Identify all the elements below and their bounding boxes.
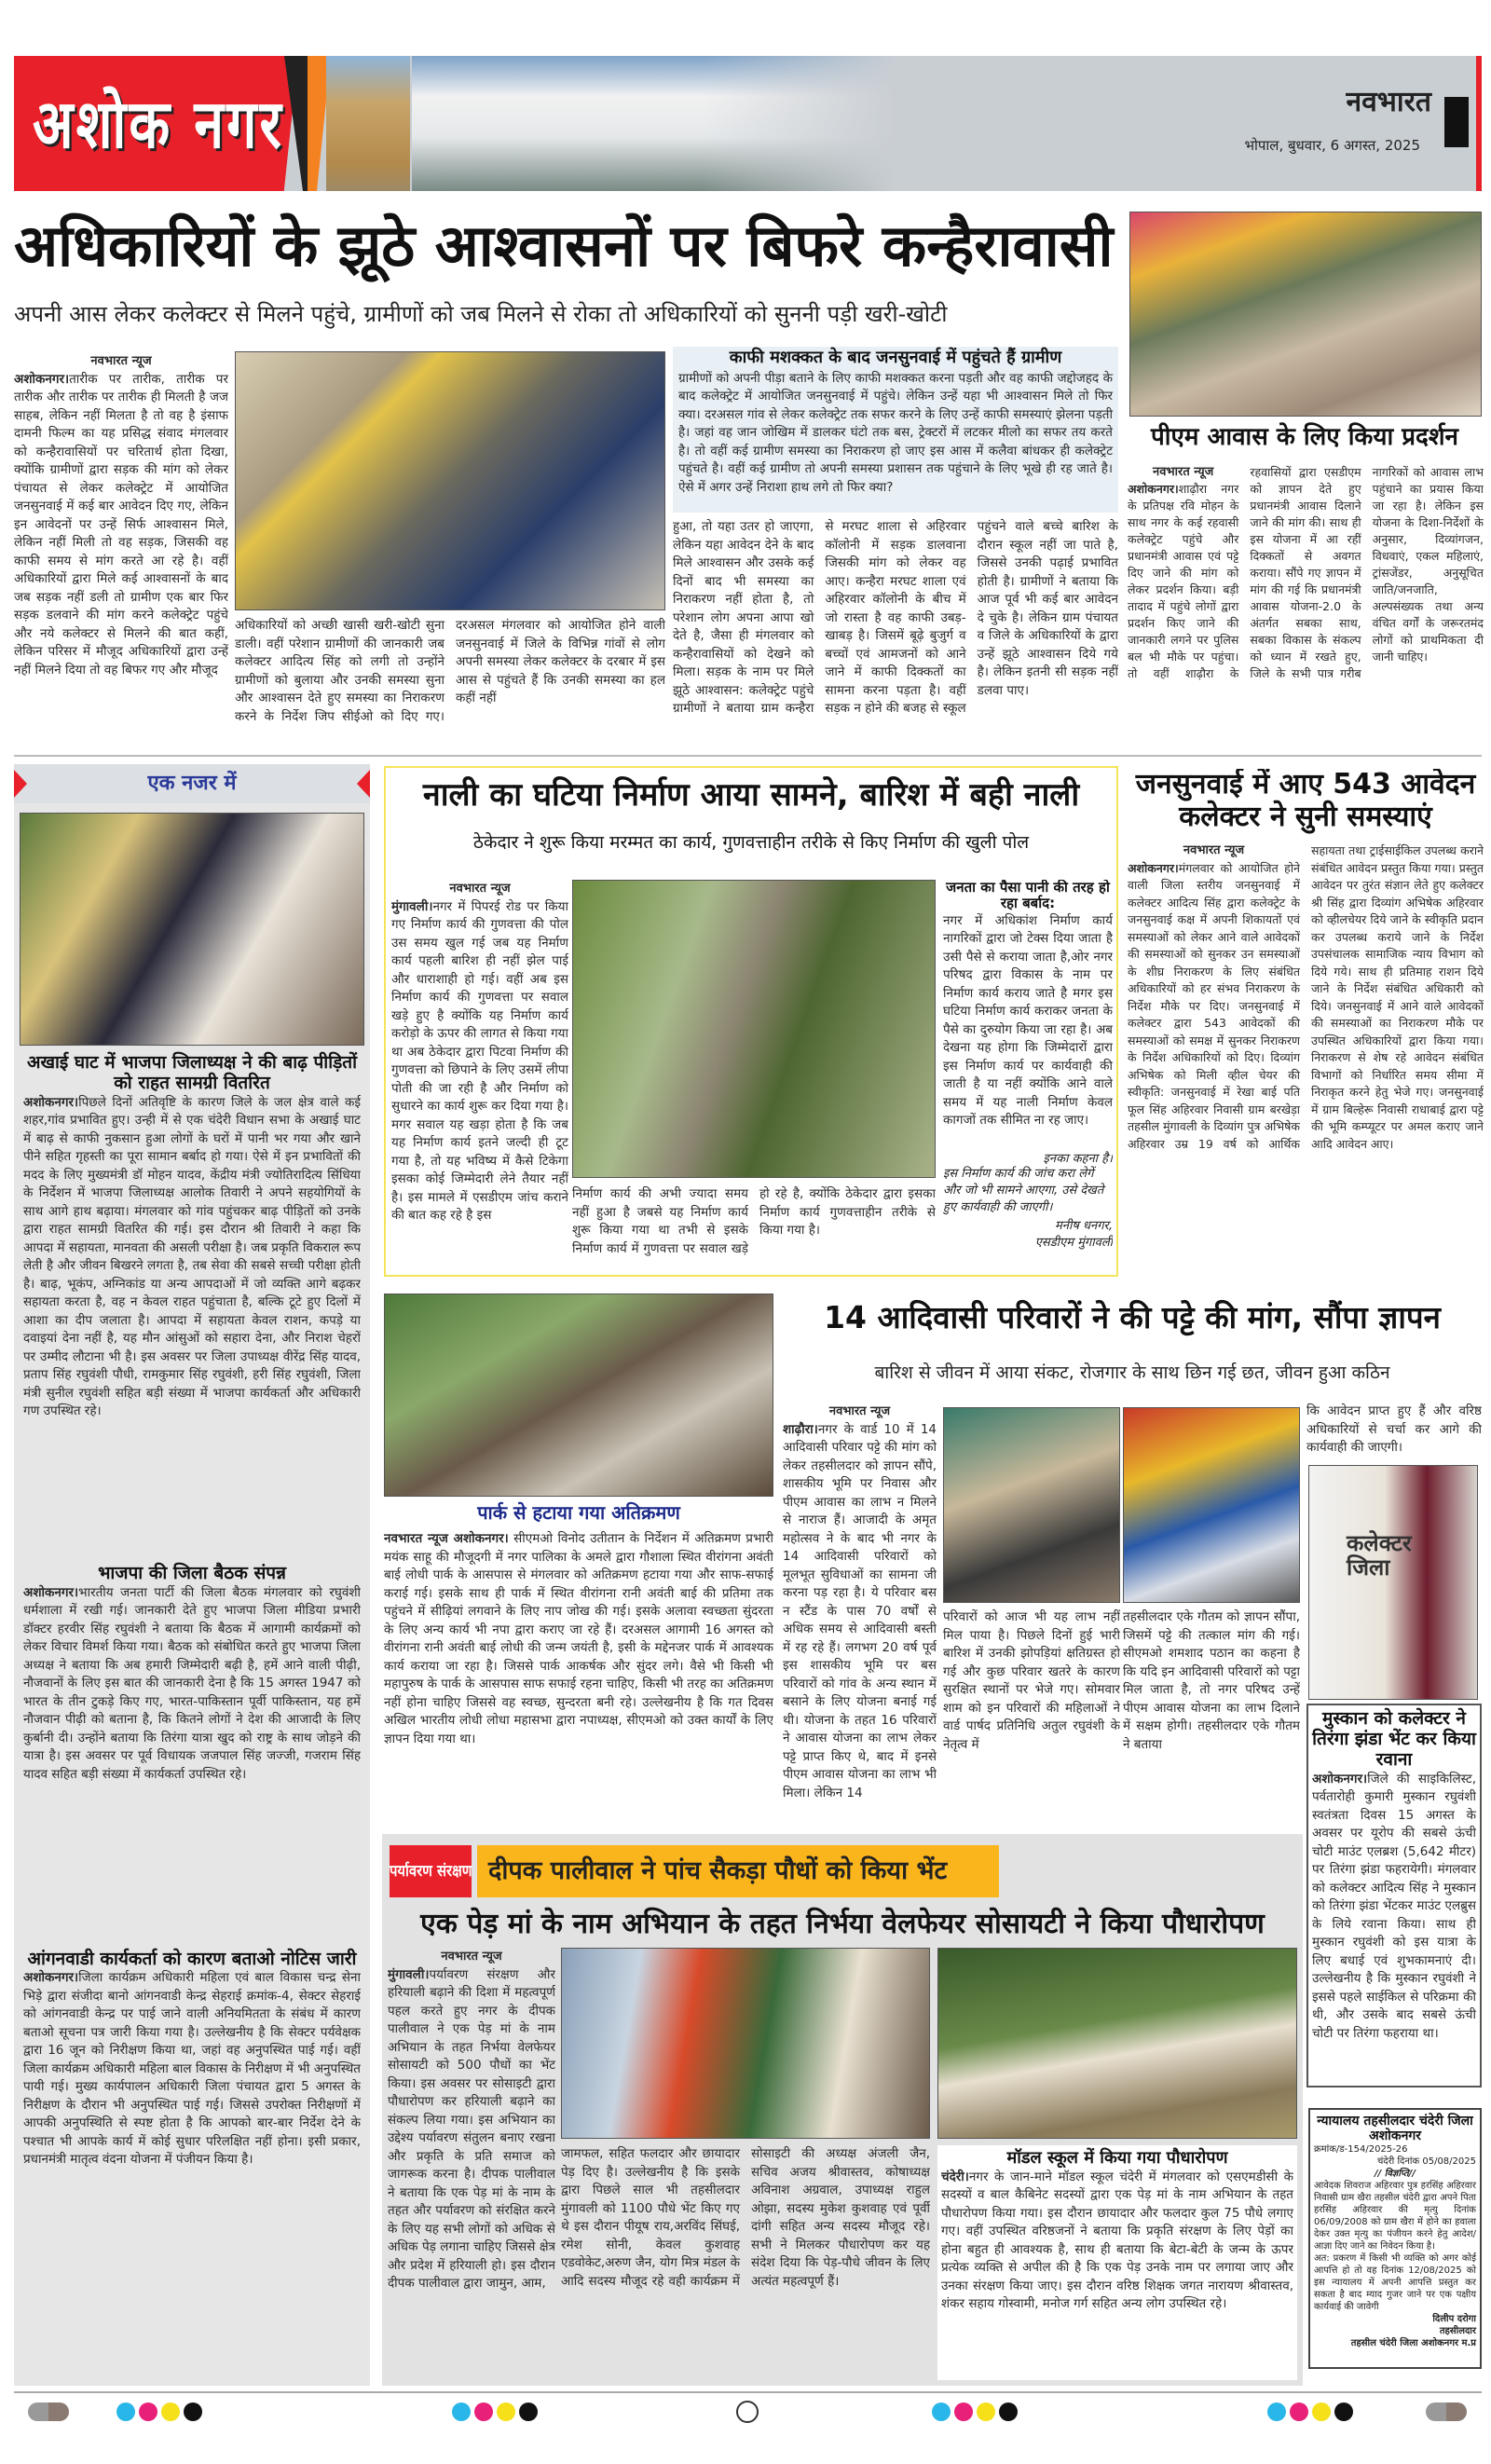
park-photo (384, 1294, 773, 1497)
pm-awas-headline: पीएम आवास के लिए किया प्रदर्शन (1151, 423, 1458, 451)
notice-title: न्यायालय तहसीलदार चंदेरी जिला अशोकनगर (1317, 2114, 1473, 2144)
color-registration-marks (452, 2402, 538, 2421)
section-title: अशोक नगर (33, 85, 284, 163)
color-registration-marks (1267, 2402, 1353, 2421)
color-registration-marks (932, 2402, 1018, 2421)
model-school-headline: मॉडल स्कूल में किया गया पौधारोपण (1006, 2148, 1228, 2168)
footer-rule (14, 2391, 1482, 2393)
lead-continued: हुआ, तो यहा उतर हो जाएगा, लेकिन यहा आवेदन देने के बाद मिले आश्वासन और उसके कई दिनों बाद भी समस्या का निराकरण नहीं होता है, तो परेशान लोग अपना आपा खो देते है, जैसा ही मंगलवार को कन्हैरावासियों को देखने को मिला। सड़क के नाम पर मिले झूठे आश्वासन: कलेक्ट्रेट पहुंचे ग्रामीणों ने बताया ग्राम कन्हैरा से मरघट शाला से अहिरवार कॉलोनी में सड़क डालवाना जिसकी मांग को लेकर वह आए। कन्हैरा मरघट शाला एवं अहिरवार कॉलोनी के बीच में जो रास्ता है वह काफी उबड़-खाबड़ है। जिसमें बूढ़े बुजुर्ग व बच्चों एवं आमजनों को आने जाने में काफी दिक्कतों का सामना करना पड़ता है। वहीं सड़क न होने की बजह से स्कूल पहुंचने वाले बच्चे बारिश के दौरान स्कूल नहीं जा पाते है, जिससे उनकी पढ़ाई प्रभावित होती है। ग्रामीणों ने बताया कि आज पूर्व भी कई बार आवेदन दे चुके है। लेकिन ग्राम पंचायत व जिले के अधिकारियों के द्वारा उन्हें झूठे आश्वासन दिये गये है। लेकिन इतनी सी सड़क नहीं डलवा पाए। (673, 519, 1118, 716)
lead-body: नवभारत न्यूज अशोकनगर।तारीक पर तारीक, तारीक पर तारीक और तारीक पर तारीक ही मिलती है जज साहब, लेकिन नहीं मिलता है तो वह है इंसाफ दामनी फिल्म का यह प्रसिद्ध संवाद मंगलवार को कन्हैरावासियों पर चरितार्थ होता दिखा, क्योंकि ग्रामीणों द्वारा सड़क की मांग को लेकर पंचायत से लेकर कलेक्ट्रेट में आयोजित जनसुनवाई में कई बार आवेदन दिए गए, लेकिन इन आवेदनों पर उन्हें सिर्फ आश्वासन मिले, लेकिन नहीं मिली तो वह सड़क, जिसकी वह काफी समय से मांग करते आ रहे है। वहीं अधिकारियों द्वारा मिले कई आश्वासनों के बाद जब सड़क नहीं डली तो ग्रामीण एक बार फिर सड़क डलवाने की मांग करने कलेक्ट्रेट पहुंचे और नये कलेक्टर से मिलने की बात कहीं, लेकिन परिसर में मौजूद अधिकारियों द्वारा उन्हें नहीं मिलने दिया तो वह बिफर गए और मौजूद (14, 354, 228, 678)
ek-nazar-photo (20, 813, 364, 1046)
masthead-photo-temple (412, 56, 896, 191)
jansunwai-story (1128, 769, 1484, 1277)
item-headline: आंगनवाडी कार्यकर्ता को कारण बताओ नोटिस जारी (27, 1948, 357, 1969)
environment-body-2: जामफल, सहित फलदार और छायादार पेड़ दिए है। उल्लेखनीय है कि इसके द्वारा पिछले साल भी तहसीलदार मुंगावली को 1100 पौधे भेंट किए गए थे इस दौरान पीयूष राय,अरविंद सिंघई, रमेश सोनी, केवल कुशवाह एडवोकेट,अरुण जैन, योग मित्र मंडल के आदि सदस्य मौजूद रहे वही कार्यक्रम में सोसाइटी की अध्यक्ष अंजली जैन, सचिव अजय श्रीवास्तव, कोषाध्यक्ष अविनाश अग्रवाल, उपाध्यक्ष राहुल ओझा, सदस्य मुकेश कुशवाह एवं पूर्वी दांगी सहित अन्य सदस्य मौजूद रहे। सभी ने मिलकर पौधारोपण कर यह संदेश दिया कि पेड़-पौधे जीवन के लिए अत्यंत महत्वपूर्ण हैं। (561, 2146, 930, 2289)
lead-photo (235, 351, 665, 610)
item-headline: भाजपा की जिला बैठक संपन्न (98, 1562, 286, 1583)
lead-photo-caption: अधिकारियों को अच्छी खासी खरी-खोटी सुना डाली। वहीं परेशान ग्रामीणों की जानकारी जब कलेक्टर आदित्य सिंह को लगी तो उन्होंने ग्रामीणों को बुलाया और उनकी समस्या सुना और आश्वासन देते हुए समस्या का निराकरण करने के निर्देश जिप सीईओ को दिए गए। दरअसल मंगलवार को आयोजित होने वाली जनसुनवाई में जिले के विभिन्न गांवों से लोग अपनी समस्या लेकर कलेक्टर के दरबार में इस आस से पहुंचते हैं कि उनकी समस्या का हल कहीं नहीं (235, 618, 665, 724)
jansunwai-headline: जनसुनवाई में आए 543 आवेदन कलेक्टर ने सुनी समस्याएं (1135, 769, 1476, 833)
item-body: अशोकनगर।जिला कार्यक्रम अधिकारी महिला एवं बाल विकास चन्द्र सेना भिड़े द्वारा संजीदा बानो आंगनवाडी केन्द्र सेहराई क्रमांक-4, सेक्टर सेहराई को आंगनवाडी केन्द्र पर पाई जाने वाली अनियमितता के संबंध में कारण बताओ सूचना पत्र जारी किया गया है। उल्लेखनीय है कि सेक्टर पर्यवेक्षक द्वारा 16 जून को निरीक्षण किया था, जहां वह अनुपस्थित पाई गई। वहीं जिला कार्यक्रम अधिकारी महिला बाल विकास के निरीक्षण में भी अनुपस्थित पायी गई। मुख्य कार्यपालन अधिकारी जिला पंचायत द्वारा 5 अगस्त के निरीक्षण के दौरान भी अनुपस्थित पाई गई। जिससे उपरोक्त निरीक्षणों में आपकी अनुपस्थिति से स्पष्ट होता है कि आपको बार-बार निर्देश देने के पश्चात भी आपके कार्य में कोई सुधार परिलक्षित नहीं होना। इसी प्रकार, प्रधानमंत्री मातृत्व वंदना योजना में पंजीयन किया है। (23, 1970, 361, 2168)
jansunwai-body: नवभारत न्यूज अशोकनगर।मंगलवार को आयोजित होने वाली जिला स्तरीय जनसुनवाई में कलेक्टर आदित्य सिंह द्वारा कलेक्ट्रेट के जनसुनवाई कक्ष में अपनी शिकायतों एवं समस्याओं को लेकर आने वाले आवेदकों की समस्याओं को सुनकर उन समस्याओं के शीघ्र निराकरण के लिए संबंधित अधिकारियों को हर संभव निराकरण के निर्देश मौके पर दिए। जनसुनवाई में कलेक्टर द्वारा 543 आवेदकों की समस्याओं को समक्ष में सुनकर निराकरण के निर्देश अधिकारियों को दिए। दिव्यांग अभिषेक को मिली व्हील चेयर की स्वीकृति: जनसुनवाई में रेखा बाई पति फूल सिंह अहिरवार निवासी ग्राम बरखेड़ा तहसील मुंगावली के दिव्यांग पुत्र अभिषेक अहिरवार उम्र 19 वर्ष को आर्थिक सहायता तथा ट्राईसाईकिल उपलब्ध कराने संबंधित आवेदन प्रस्तुत किया गया। प्रस्तुत आवेदन पर तुरंत संज्ञान लेते हुए कलेक्टर श्री सिंह द्वारा दिव्यांग अभिषेक अहिरवार को व्हीलचेयर दिये जाने के स्वीकृति प्रदान कर उपलब्ध कराये जाने के निर्देश उपसंचालक सामाजिक न्याय विभाग को दिये गये। साथ ही प्रतिमाह राशन दिये जाने के निर्देश संबंधित अधिकारी को दिये। जनसुनवाई में आने वाले आवेदकों की समस्याओं का निराकरण मौके पर उपस्थित अधिकारियों द्वारा किया गया। निराकरण से शेष रहे आवेदन संबंधित विभागों को निर्धारित समय सीमा में निराकृत करने हेतु भेजे गए। जनसुनवाई में ग्राम बिल्हेरू निवासी राधाबाई द्वारा पट्टे की भूमि कम्प्यूटर पर अमल कराए जाने आदि आवेदन आए। (1128, 843, 1484, 1151)
divider (14, 755, 1482, 757)
nali-story (384, 766, 1118, 1277)
environment-body: नवभारत न्यूज मुंगावली।पर्यावरण संरक्षण और हरियाली बढ़ाने की दिशा में महत्वपूर्ण पहल करते हुए नगर के दीपक पालीवाल ने एक पेड़ मां के नाम अभियान के तहत निर्भया वेलफेयर सोसायटी को 500 पौधों का भेंट किया। इस अवसर पर सोसाइटी द्वारा पौधारोपण कर हरियाली बढ़ाने का संकल्प लिया गया। इस अभियान का उद्देश्य पर्यावरण संतुलन बनाए रखना और प्रकृति के प्रति समाज को जागरूक करना है। दीपक पालीवाल ने बताया कि एक पेड़ मां के नाम के तहत और पर्यावरण को संरक्षित करने के लिए यह सभी लोगों को अधिक से अधिक पेड़ लगाना चाहिए जिससे क्षेत्र और प्रदेश में हरियाली हो। इस दौरान दीपक पालीवाल द्वारा जामुन, आम, (388, 1950, 555, 2291)
model-school-box: मॉडल स्कूल में किया गया पौधारोपण चंदेरी।नगर के जान-माने मॉडल स्कूल चंदेरी में मंगलवार को एसएमडीसी के सदस्यों व बाल कैबिनेट सदस्यों द्वारा एक पेड़ मां के नाम अभियान के तहत पौधारोपण किया गया। इस दौरान छायादार और फलदार कुल 75 पौधे लगाए गए। वहीं उपस्थित वरिष्ठजनों ने बताया कि प्रकृति संरक्षण के लिए पेड़ों का होना बहुत ही आवश्यक है, साथ ही बताया कि बेटा-बेटी के जन्म के ऊपर प्रत्येक व्यक्ति से अपील की है कि एक पेड़ उनके नाम पर लगाया जाए और उनका संरक्षण किया जाए। इस दौरान वरिष्ठ शिक्षक जगत नारायण श्रीवास्तव, शंकर सहाय गोस्वामी, मनोज गर्ग सहित अन्य लोग उपस्थित रहे। (937, 2145, 1297, 2380)
color-registration-marks (116, 2402, 202, 2421)
adivasi-continued: कि आवेदन प्राप्त हुए हैं और वरिष्ठ अधिकारियों से चर्चा कर आगे की कार्यवाही की जाएगी। (1306, 1403, 1482, 1455)
sidebar-headline: काफी मशक्कत के बाद जनसुनवाई में पहुंचते हैं ग्रामीण (729, 348, 1062, 367)
nali-photo (572, 880, 936, 1178)
nali-caption: निर्माण कार्य की अभी ज्यादा समय नहीं हुआ है जबसे यह निर्माण कार्य शुरू किया गया था तभी से इसके निर्माण कार्य में गुणवत्ता पर सवाल खड़े हो रहे है, क्योंकि ठेकेदार द्वारा इसका निर्माण कार्य गुणवत्ताहीन तरीके से किया गया है। (572, 1186, 936, 1256)
nali-subhead: ठेकेदार ने शुरू किया मरम्मत का कार्य, गुणवत्ताहीन तरीके से किए निर्माण की खुली पोल (472, 832, 1030, 853)
park-body: नवभारत न्यूज अशोकनगर। सीएमओ विनोद उतीतान के निर्देशन में अतिक्रमण प्रभारी मयंक साहू की मौजूदगी में नगर पालिका के अमले द्वारा गौशाला स्थित वीरांगना अवंती बाई लोधी पार्क के आसपास से मंगलवार को अतिक्रमण हटाया गया और साफ-सफाई कराई गई। इसके साथ ही पार्क में स्थित वीरांगना रानी अवंती बाई की प्रतिमा तक पहुंचने में सीढ़ियां लगवाने के लिए नाप जोख की गई। इसके अलावा स्वच्छता सुंदरता के लिए अन्य कार्य भी नपा द्वारा कराए जा रहे हैं। दरअसल आगामी 16 अगस्त को वीरांगना रानी अवंती बाई लोधी की जन्म जयंती है, इसी के मद्देनजर पार्क में आवश्यक कार्य कराया जा रहा है। जिससे पार्क आकर्षक और सुंदर लगे। वैसे भी किसी भी महापुरुष के पार्क के आसपास साफ सफाई रहना चाहिए, किसी भी तरह का अतिक्रमण नहीं होना चाहिए जिससे वह स्वच्छ, सुन्दरता बनी रहे। उल्लेखनीय है कि गत दिवस अखिल भारतीय लोधी लोधा महासभा द्वारा नपाध्यक्ष, सीएमओ को उक्त कार्यों के लिए ज्ञापन दिया गया था। (384, 1531, 773, 1746)
masthead-block (1444, 97, 1469, 147)
environment-tag: पर्यावरण संरक्षण (390, 1845, 472, 1897)
adivasi-caption-1: परिवारों को आज भी यह लाभ नहीं मिल पाया है। पिछले दिनों हुई भारी बारिश में उनकी झोपड़ियां क्षतिग्रस्त हो गई और कुछ परिवार खतरे के कारण सुरक्षित स्थानों पर भेजे गए। सोमवार शाम को इन परिवारों की महिलाओं ने वार्ड पार्षद प्रतिनिधि अतुल रघुवंशी के नेतृत्व में (943, 1609, 1120, 1752)
pm-awas-body: नवभारत न्यूज अशोकनगर।शाढ़ौरा नगर के प्रतिपक्ष रवि मोहन के साथ नगर के कई रहवासी कलेक्ट्रेट पहुंचे और प्रधानमंत्री आवास एवं पट्टे दिए जाने की मांग को लेकर प्रदर्शन किया। बड़ी तादाद में पहुंचे लोगों द्वारा प्रदर्शन किए जाने की जानकारी लगने पर पुलिस बल भी मौके पर पहुंचा। तो वहीं शाढ़ौरा के रहवासियों द्वारा एसडीएम को ज्ञापन देते हुए प्रधानमंत्री आवास दिलाने जाने की मांग की। साथ ही इस योजना में आ रहीं दिक्कतों से अवगत कराया। सौंपे गए ज्ञापन में मांग की गई कि प्रधानमंत्री आवास योजना-2.0 के अंतर्गत सबका साथ, सबका विकास के संकल्प को ध्यान में रखते हुए, जिले के सभी पात्र गरीब नागरिकों को आवास लाभ पहुंचाने का प्रयास किया जा रहा है। लेकिन इस योजना के दिशा-निर्देशों के अनुसार, दिव्यांगजन, विधवाएं, एकल महिलाएं, ट्रांसजेंडर, अनुसूचित जाति/जनजाति, अल्पसंख्यक तथा अन्य वंचित वर्गों के जरूरतमंद लोगों को प्राथमिकता दी जानी चाहिए। (1128, 465, 1484, 680)
park-headline: पार्क से हटाया गया अतिक्रमण (477, 1501, 680, 1524)
byline: नवभारत न्यूज (90, 354, 152, 368)
muskan-box: मुस्कान को कलेक्टर ने तिरंगा झंडा भेंट कर किया रवाना अशोकनगर।जिले की साइकिलिस्ट, पर्वतारोही कुमारी मुस्कान रघुवंशी स्वतंत्रता दिवस 15 अगस्त के अवसर पर यूरोप की सबसे ऊंची चोटी माउंट एलब्रश (5,642 मीटर) पर तिरंगा झंडा फहरायेगी। मंगलवार को कलेक्टर आदित्य सिंह ने मुस्कान को तिरंगा झंडा भेंटकर माउंट एलब्रुस के लिये रवाना किया। साथ ही मुस्कान रघुवंशी को इस यात्रा के लिए बधाई एवं शुभकामनाएं दी। उल्लेखनीय है कि मुस्कान रघुवंशी ने इससे पहले साईकिल से परिक्रमा की थी, और उसके बाद सबसे ऊंची चोटी पर तिरंगा फहराया था। (1306, 1704, 1482, 2088)
adivasi-body: नवभारत न्यूज शाढ़ौरा।नगर के वार्ड 10 में 14 आदिवासी परिवार पट्टे की मांग को लेकर तहसीलदार को ज्ञापन सौंपे, शासकीय भूमि पर निवास और पीएम आवास का लाभ न मिलने से नाराज हैं। आजादी के अमृत महोत्सव ने के बाद भी नगर के 14 आदिवासी परिवारों को मूलभूत सुविधाओं का सामना जी करना पड़ रहा है। ये परिवार बस न स्टैंड के पास 70 वर्षों से अधिक समय से आदिवासी बस्ती में रह रहे हैं। लगभग 20 वर्ष पूर्व इस शासकीय भूमि पर बस परिवारों को गांव के अन्य स्थान में बसाने के लिए योजना बनाई गई थी। योजना के तहत 16 परिवारों ने आवास योजना का लाभ लेकर पट्टे प्राप्त किए थे, बाद में इनसे पीएम आवास योजना का लाभ भी मिला। लेकिन 14 (783, 1404, 937, 1800)
muskan-headline: मुस्कान को कलेक्टर ने तिरंगा झंडा भेंट कर किया रवाना (1312, 1708, 1476, 1770)
lead-sidebar-box (673, 347, 1118, 513)
planting-photo-1 (561, 1948, 930, 2139)
adivasi-photo-1 (943, 1407, 1120, 1603)
photo-signboard: कलेक्टर जिला (1347, 1530, 1412, 1581)
item-body: अशोकनगर।पिछले दिनों अतिवृष्टि के कारण जिले के जल क्षेत्र वाले कई शहर,गांव प्रभावित हुए। उन्ही में से एक चंदेरी विधान सभा के अखाई घाट में बाढ़ से काफी नुकसान हुआ लोगों के घरों में पानी भर गया और खाने पीने सहित गृहस्ती का पूरा सामान बर्बाद हो गया। ऐसे में इन प्रभावितों की मदद के लिए मुख्यमंत्री डॉ मोहन यादव, केंद्रीय मंत्री ज्योतिरादित्य सिंधिया के निर्देशन में भाजपा जिलाध्यक्ष आलोक तिवारी ने अपने सहयोगियों के साथ आगे हाथ बढ़ाया। मंगलवार को गांव पहुंचकर बाढ़ पीड़ितों को उनके द्वारा राहत सामग्री वितरित की गई। इस दौरान श्री तिवारी ने कहा कि आपदा में सहायता, मानवता की असली परीक्षा है। जब प्रकृति विकराल रूप लेती है और जीवन बिखरने लगता है, तब सेवा की सबसे सच्ची परीक्षा होती है। बाढ़, भूकंप, अग्निकांड या अन्य आपदाओं में जो व्यक्ति आगे बढ़कर सहायता करता है, वह न केवल राहत पहुंचाता है, बल्कि टूटे हुए दिलों में आशा का दीप जलाता है। आपदा में सहायता केवल राशन, कपड़े या दवाइयां देना नहीं है, यह मौन आंसुओं को सहारा देना, और निराश चेहरों पर उम्मीद लौटाना भी है। इस अवसर पर जिला उपाध्यक्ष वीरेंद्र सिंह यादव, प्रताप सिंह रघुवंशी पौधी, रामकुमार सिंह रघुवंशी, हरी सिंह रघुवंशी, जिला मंत्री सुनील रघुवंशी सहित बड़ी संख्या में भाजपा कार्यकर्ता और अधिकारी गण उपस्थित रहे। (23, 1094, 361, 1419)
paper-name: नवभारत (1346, 86, 1431, 118)
masthead (14, 56, 1482, 191)
masthead-photo-fort (326, 56, 410, 191)
environment-banner: दीपक पालीवाल ने पांच सैकड़ा पौधों को किया भेंट (477, 1845, 999, 1897)
environment-headline: एक पेड़ मां के नाम अभियान के तहत निर्भया वेलफेयर सोसायटी ने किया पौधारोपण (420, 1908, 1265, 1940)
arrow-left-icon (14, 770, 27, 798)
lead-headline: अधिकारियों के झूठे आश्वासनों पर बिफरे कन्हैरावासी (14, 212, 1114, 280)
nali-side: जनता का पैसा पानी की तरह हो रहा बर्बाद: नगर में अधिकांश निर्माण कार्य नागरिकों द्वारा जो टेक्स दिया जाता है उसी पैसे से कराया जाता है,ओर नगर परिषद द्वारा विकास के नाम पर निर्माण कार्य कराय जाते है मगर इस घटिया निर्माण कार्य कराकर जनता के पैसे का दुरुयोग किया जा रहा है। अब देखना यह होगा कि जिम्मेदारों द्वारा इस निर्माण कार्य पर कार्यवाही की जाती है या नहीं क्योंकि आने वाले समय में यह नाली निर्माण केवल कागजों तक सीमित ना रह जाए। इनका कहना है। इस निर्माण कार्य की जांच करा लेगें और जो भी सामने आएगा, उसे देखते हुए कार्यवाही की जाएगी। मनीष धनगर, एसडीएम मुंगावली (943, 880, 1113, 1250)
sidebar-body: ग्रामीणों को अपनी पीड़ा बताने के लिए काफी मशक्कत करना पड़ती और वह काफी जद्दोजहद के बाद कलेक्ट्रेट में आयोजित जनसुनवाई में पहुंचे। लेकिन उन्हें यहा भी आश्वासन मिले तो फिर क्या। दरअसल गांव से लेकर कलेक्ट्रेट तक सफर करने के लिए उन्हें काफी समस्याएं झेलना पड़ती है। जहां वह जान जोखिम में डालकर घंटो तक बस, ट्रेक्टरों में लटकर मीलो का सफर तय करते है। तो वहीं कई ग्रामीण समस्या का निराकरण हो जाए इस आस में कलैवा बांधकर ही कलेक्ट्रेट पहुंचते है। वहीं कई ग्रामीण तो अपनी समस्या प्रशासन तक पहुंचाने के लिए भूखे ही रह जाते है। ऐसे में अगर उन्हें निराशा हाथ लगे तो फिर क्या? (678, 370, 1113, 495)
item-body: अशोकनगर।भारतीय जनता पार्टी की जिला बैठक मंगलवार को रघुवंशी धर्मशाला में रखी गई। जानकारी देते हुए भाजपा जिला मीडिया प्रभारी डॉक्टर हरवीर सिंह रघुवंशी ने बताया कि बैठक में आगामी कार्यक्रमों को लेकर विचार विमर्श किया गया। बैठक को संबोधित करते हुए भाजपा जिला अध्यक्ष ने बताया कि अब हमारी जिम्मेदारी बढ़ी है, हमें आने वाली पीढ़ी, नौजवानों के लिए इस बात की जानकारी देना है कि 15 अगस्त 1947 को भारत के तीन टुकड़े किए गए, भारत-पाकिस्तान पूर्वी पाकिस्तान, यह हमें नौजवान पीढ़ी को बताना है, कि कितने लोगों ने देश की आजादी के लिए कुर्बानी दी। उन्होंने बताया कि तिरंगा यात्रा खुद को राष्ट्र के साथ जोड़ने की यात्रा है। इस अवसर पर पूर्व विधायक जजपाल सिंह जज्जी, गजराम सिंह यादव सहित बड़ी संख्या में कार्यकर्ता उपस्थित रहे। (23, 1584, 361, 1782)
ek-nazar-label: एक नजर में (147, 772, 237, 795)
arrow-right-icon (357, 770, 370, 798)
ek-nazar-header (14, 764, 370, 803)
court-notice: न्यायालय तहसीलदार चंदेरी जिला अशोकनगर क्रमांक/ड-154/2025-26 चंदेरी दिनांक 05/08/2025 // विज्ञप्ति// आवेदक शिवराज अहिरवार पुत्र हरसिंह अहिरवार निवासी ग्राम खैरा तहसील चंदेरी द्वारा अपने पिता हरसिंह अहिरवार की मृत्यु दिनांक 06/09/2008 को ग्राम खैरा में होने का हवाला देकर उक्त मृत्यु का पंजीयन करने हेतु आदेश/आज्ञा दिए जाने का निवेदन किया है। अत: प्रकरण में किसी भी व्यक्ति को अगर कोई आपत्ति हो तो वह दिनांक 12/08/2025 को इस न्यायालय में अपनी आपत्ति प्रस्तुत कर सकता है बाद म्याद गुजर जाने पर एक पक्षीय कार्यवाई की जावेगी दिलीप दरोगा तहसीलदार तहसील चंदेरी जिला अशोकनगर म.प्र (1308, 2108, 1482, 2369)
masthead-dateline: भोपाल, बुधवार, 6 अगस्त, 2025 (1244, 137, 1420, 154)
planting-photo-2 (937, 1948, 1297, 2139)
environment-section (382, 1834, 1303, 2386)
gray-swatch (28, 2402, 69, 2421)
ek-nazar-column (14, 764, 370, 2386)
crosshair-icon (736, 2401, 759, 2423)
gray-swatch (1426, 2402, 1467, 2421)
item-headline: अखाई घाट में भाजपा जिलाध्यक्ष ने की बाढ़ पीड़ितों को राहत सामग्री वितरित (26, 1052, 358, 1093)
pm-awas-photo (1129, 212, 1482, 417)
adivasi-subhead: बारिश से जीवन में आया संकट, रोजगार के साथ छिन गई छत, जीवन हुआ कठिन (874, 1362, 1390, 1383)
adivasi-caption-2: तहसीलदार एके गौतम को ज्ञापन सौंपा, जिसमें पट्टे की तत्काल मांग की गई। सीएमओ शमशाद पठान का कहना है कि यदि इन आदिवासी परिवारों को पट्टा मिल जाता है, तो नगर परिषद उन्हें पीएम आवास योजना का लाभ दिलाने में सक्षम होगी। तहसीलदार एके गौतम ने बताया (1123, 1609, 1300, 1752)
banner-accent (284, 56, 331, 191)
nali-body: नवभारत न्यूज मुंगावली।नगर में पिपरई रोड पर किया गए निर्माण कार्य की गुणवत्ता की पोल उस समय खुल गई जब यह निर्माण कार्य पहली बारिश ही नहीं झेल पाई और धाराशाही हो गई। वहीं अब इस निर्माण कार्य की गुणवत्ता पर सवाल खड़े हुए है क्योंकि यह निर्माण कार्य करोड़ो के ऊपर की लागत से किया गया था अब ठेकेदार द्वारा पिटवा निर्माण की गुणवत्ता को छिपाने के लिए उसमें लीपा पोती की जा रही है और निर्माण को सुधारने का कार्य शुरू कर दिया गया है। मगर सवाल यह खड़ा होता है कि जब यह निर्माण कार्य इतने जल्दी ही टूट गया है, तो यह भविष्य में कैसे टिकेगा इसका कोई जिम्मेदारी लेने तैयार नहीं है। इस मामले में एसडीएम जांच कराने की बात कह रहे है इस (391, 882, 568, 1223)
lead-subhead: अपनी आस लेकर कलेक्टर से मिलने पहुंचे, ग्रामीणों को जब मिलने से रोका तो अधिकारियों को सुननी पड़ी खरी-खोटी (14, 301, 948, 327)
muskan-photo (1308, 1465, 1478, 1700)
adivasi-headline: 14 आदिवासी परिवारों ने की पट्टे की मांग, सौंपा ज्ञापन (824, 1299, 1441, 1335)
nali-headline: नाली का घटिया निर्माण आया सामने, बारिश में बही नाली (422, 776, 1080, 814)
adivasi-photo-2 (1123, 1407, 1300, 1603)
